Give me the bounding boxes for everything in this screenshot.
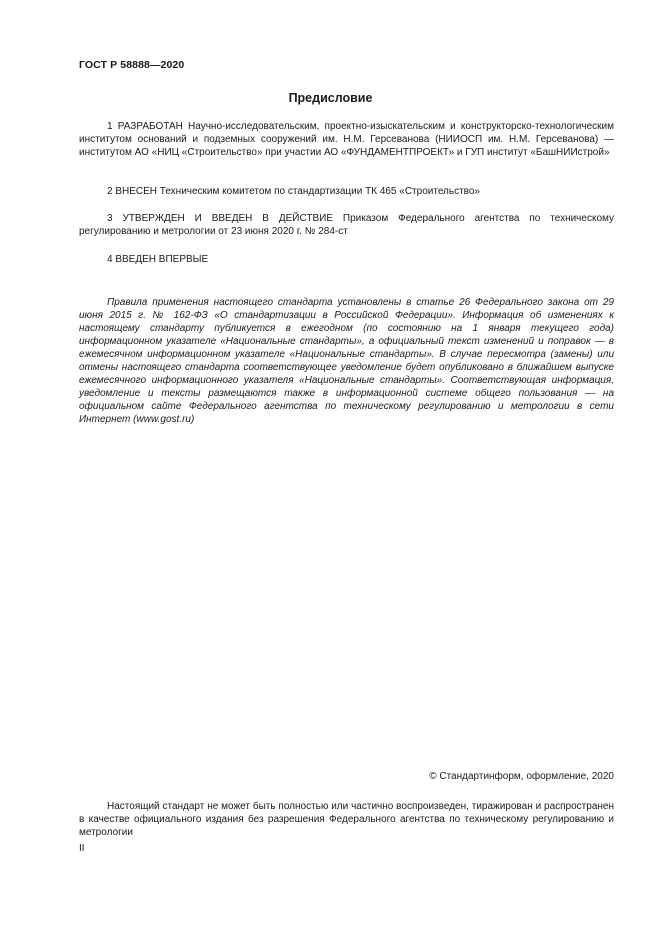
foreword-item-introduced: 2 ВНЕСЕН Техническим комитетом по стандартизации ТК 465 «Строительство»	[107, 186, 480, 197]
foreword-item-first-introduced: 4 ВВЕДЕН ВПЕРВЫЕ	[107, 254, 209, 265]
foreword-item-developed: 1 РАЗРАБОТАН Научно-исследовательским, проектно-изыскательским и конструкторско-технологическим институтом оснований и подземных сооружений им. Н.М. Герсеванова (НИИОСП им. Н.М. Герсеванова) — институтом АО «НИЦ «Строительство» при участии АО «ФУНДАМЕНТПРОЕКТ» и ГУП институт «БашНИИстрой»	[79, 121, 614, 158]
page-title: Предисловие	[288, 91, 373, 105]
reproduction-note: Настоящий стандарт не может быть полностью или частично воспроизведен, тиражирован и распространен в качестве официального издания без разрешения Федерального агентства по техническому регулированию и метрологии	[79, 801, 614, 838]
document-code: ГОСТ Р 58888—2020	[79, 59, 185, 71]
application-rules-notice: Правила применения настоящего стандарта установлены в статье 26 Федерального закона от 29 июня 2015 г. № 162-ФЗ «О стандартизации в Российской Федерации». Информация об изменениях к настоящему стандарту публикуется в ежегодном (по состоянию на 1 января текущего года) информационном указателе «Национальные стандарты», а официальный текст изменений и поправок — в ежемесячном информационном указателе «Национальные стандарты». В случае пересмотра (замены) или отмены настоящего стандарта соответствующее уведомление будет опубликовано в ближайшем выпуске ежемесячного информационного указателя «Национальные стандарты». Соответствующая информация, уведомление и тексты размещаются также в информационной системе общего пользования — на официальном сайте Федерального агентства по техническому регулированию и метрологии в сети Интернет (www.gost.ru)	[79, 297, 614, 425]
page-number: II	[79, 843, 85, 854]
copyright-line: © Стандартинформ, оформление, 2020	[429, 771, 614, 782]
foreword-item-approved: 3 УТВЕРЖДЕН И ВВЕДЕН В ДЕЙСТВИЕ Приказом Федерального агентства по техническому регулированию и метрологии от 23 июня 2020 г. № 284-ст	[79, 213, 614, 237]
